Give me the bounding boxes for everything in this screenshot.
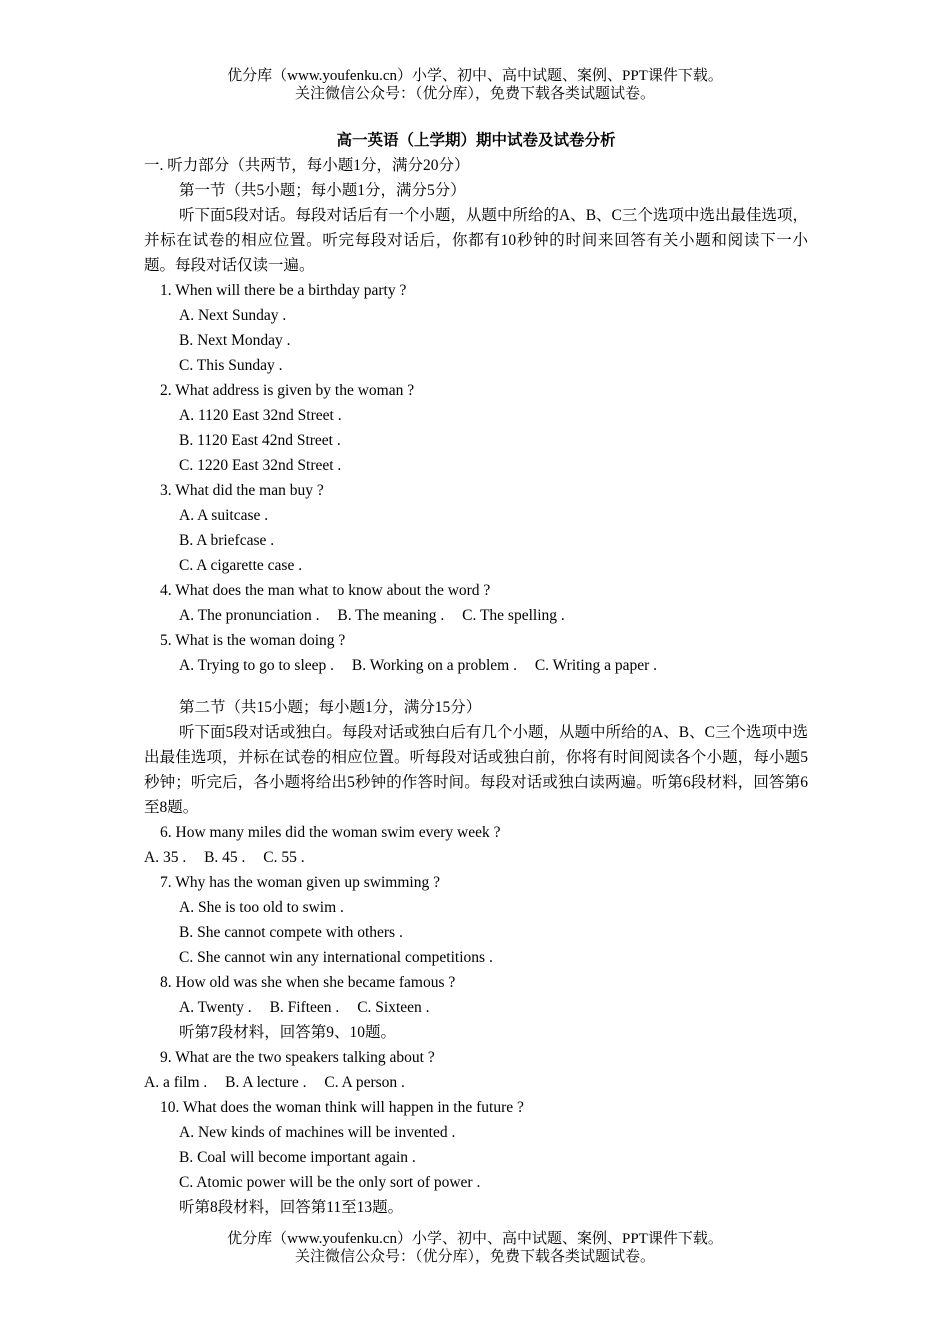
option-9a: A. a film . bbox=[144, 1074, 208, 1091]
question-3: 3. What did the man buy ? bbox=[160, 482, 324, 499]
question-6: 6. How many miles did the woman swim every week ? bbox=[160, 824, 501, 841]
question-9: 9. What are the two speakers talking about ? bbox=[160, 1049, 435, 1066]
question-2: 2. What address is given by the woman ? bbox=[160, 382, 415, 399]
option-10c: C. Atomic power will be the only sort of power . bbox=[179, 1174, 481, 1191]
option-3c: C. A cigarette case . bbox=[179, 557, 303, 574]
option-5a: A. Trying to go to sleep . bbox=[179, 657, 335, 674]
option-6c: C. 55 . bbox=[263, 849, 305, 866]
spacer bbox=[144, 678, 808, 695]
option-4c: C. The spelling . bbox=[462, 607, 565, 624]
section-heading: 一. 听力部分（共两节，每小题1分，满分20分） bbox=[144, 157, 470, 174]
question-7: 7. Why has the woman given up swimming ? bbox=[160, 874, 440, 891]
option-9c: C. A person . bbox=[324, 1074, 405, 1091]
question-1: 1. When will there be a birthday party ? bbox=[160, 282, 407, 299]
options-8 bbox=[144, 995, 808, 1020]
option-1a: A. Next Sunday . bbox=[179, 307, 287, 324]
option-5b: B. Working on a problem . bbox=[351, 657, 517, 674]
option-3b: B. A briefcase . bbox=[179, 532, 275, 549]
page-footer bbox=[0, 1230, 950, 1266]
page-header bbox=[0, 67, 950, 103]
option-4b: B. The meaning . bbox=[337, 607, 445, 624]
option-8a: A. Twenty . bbox=[179, 999, 252, 1016]
footer-line-1: 优分库（www.youfenku.cn）小学、初中、高中试题、案例、PPT课件下载。 bbox=[227, 1231, 723, 1247]
option-2c: C. 1220 East 32nd Street . bbox=[179, 457, 342, 474]
part1-heading: 第一节（共5小题；每小题1分，满分5分） bbox=[179, 182, 466, 199]
question-8: 8. How old was she when she became famous ? bbox=[160, 974, 456, 991]
option-6a: A. 35 . bbox=[144, 849, 187, 866]
option-8b: B. Fifteen . bbox=[269, 999, 340, 1016]
document-body bbox=[144, 130, 808, 1220]
option-2b: B. 1120 East 42nd Street . bbox=[179, 432, 341, 449]
option-6b: B. 45 . bbox=[204, 849, 246, 866]
options-5 bbox=[144, 653, 808, 678]
header-line-2: 关注微信公众号：（优分库），免费下载各类试题试卷。 bbox=[294, 86, 655, 102]
document-title: 高一英语（上学期）期中试卷及试卷分析 bbox=[336, 132, 616, 149]
options-6 bbox=[144, 845, 808, 870]
option-8c: C. Sixteen . bbox=[357, 999, 430, 1016]
option-1b: B. Next Monday . bbox=[179, 332, 291, 349]
question-5: 5. What is the woman doing ? bbox=[160, 632, 346, 649]
part1-instructions: 听下面5段对话。每段对话后有一个小题，从题中所给的A、B、C三个选项中选出最佳选项，并标在试卷的相应位置。听完每段对话后，你都有10秒钟的时间来回答有关小题和阅读下一小题。每段对话仅读一遍。 bbox=[144, 207, 808, 274]
option-2a: A. 1120 East 32nd Street . bbox=[179, 407, 342, 424]
question-10: 10. What does the woman think will happen in the future ? bbox=[160, 1099, 524, 1116]
option-9b: B. A lecture . bbox=[225, 1074, 307, 1091]
option-10b: B. Coal will become important again . bbox=[179, 1149, 416, 1166]
material-7-note: 听第7段材料，回答第9、10题。 bbox=[179, 1024, 397, 1041]
option-7a: A. She is too old to swim . bbox=[179, 899, 344, 916]
footer-line-2: 关注微信公众号：（优分库），免费下载各类试题试卷。 bbox=[294, 1249, 655, 1265]
option-7c: C. She cannot win any international competitions . bbox=[179, 949, 493, 966]
options-4 bbox=[144, 603, 808, 628]
option-1c: C. This Sunday . bbox=[179, 357, 283, 374]
option-3a: A. A suitcase . bbox=[179, 507, 269, 524]
option-4a: A. The pronunciation . bbox=[179, 607, 320, 624]
option-10a: A. New kinds of machines will be invented . bbox=[179, 1124, 456, 1141]
option-7b: B. She cannot compete with others . bbox=[179, 924, 403, 941]
material-8-note: 听第8段材料，回答第11至13题。 bbox=[179, 1199, 404, 1216]
header-line-1: 优分库（www.youfenku.cn）小学、初中、高中试题、案例、PPT课件下载。 bbox=[227, 68, 723, 84]
options-9 bbox=[144, 1070, 808, 1095]
option-5c: C. Writing a paper . bbox=[534, 657, 658, 674]
question-4: 4. What does the man what to know about the word ? bbox=[160, 582, 491, 599]
part2-instructions: 听下面5段对话或独白。每段对话或独白后有几个小题，从题中所给的A、B、C三个选项中选出最佳选项，并标在试卷的相应位置。听每段对话或独白前，你将有时间阅读各个小题，每小题5秒钟；听完后，各小题将给出5秒钟的作答时间。每段对话或独白读两遍。听第6段材料，回答第6至8题。 bbox=[144, 724, 808, 816]
part2-heading: 第二节（共15小题；每小题1分，满分15分） bbox=[179, 699, 482, 716]
